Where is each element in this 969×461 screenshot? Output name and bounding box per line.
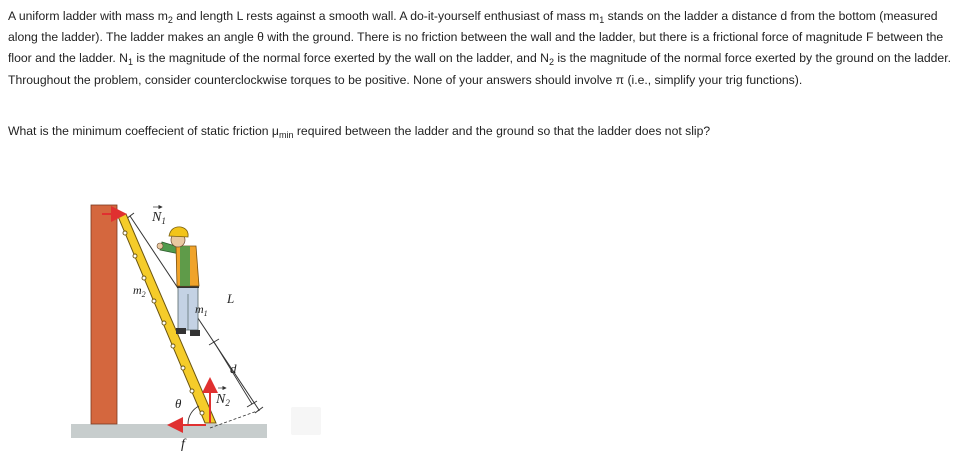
problem-text: and length L rests against a smooth wall. A do-it-yourself enthusiast of mass m bbox=[172, 9, 600, 23]
question-text bbox=[8, 122, 960, 140]
problem-text: stands on the ladder a distance d from the bottom (measured along the ladder). The ladder makes an angle θ with the ground. There is no friction between the wall and the ladder, but there is a frictional force of magnitude F between the floor and the ladder. N bbox=[8, 9, 944, 66]
length-label: L bbox=[227, 291, 235, 306]
n2-label: $N_2$ bbox=[216, 392, 230, 408]
problem-text: is the magnitude of the normal force exerted by the ground on the ladder. Throughout the problem, consider counterclockwise torques to be positive. None of your answers should involve π (i.e., simplify your trig functions). bbox=[8, 51, 951, 87]
m1-label: $m_1$ bbox=[195, 302, 208, 318]
n1-label: $N_1$ bbox=[152, 210, 166, 226]
wall bbox=[91, 205, 117, 424]
angle-arc bbox=[188, 406, 199, 424]
subscript: 1 bbox=[127, 57, 133, 68]
question-part: required between the ladder and the ground so that the ladder does not slip? bbox=[293, 124, 711, 138]
problem-text: is the magnitude of the normal force exerted by the wall on the ladder, and N bbox=[132, 51, 549, 66]
theta-label: θ bbox=[175, 396, 182, 411]
ladder-diagram bbox=[60, 190, 280, 456]
question-part: What is the minimum coeffecient of static friction μ bbox=[8, 124, 279, 138]
distance-label: d bbox=[230, 361, 237, 376]
friction-label: f bbox=[181, 437, 185, 452]
problem-statement bbox=[8, 6, 960, 91]
m2-label: $m_2$ bbox=[133, 283, 146, 299]
subscript: 1 bbox=[599, 15, 605, 25]
ground bbox=[71, 424, 267, 438]
subscript: min bbox=[278, 130, 294, 140]
problem-text: A uniform ladder with mass m bbox=[8, 9, 168, 23]
subscript: 2 bbox=[167, 15, 173, 25]
faint-overlay-box bbox=[291, 407, 321, 435]
subscript: 2 bbox=[548, 57, 554, 68]
